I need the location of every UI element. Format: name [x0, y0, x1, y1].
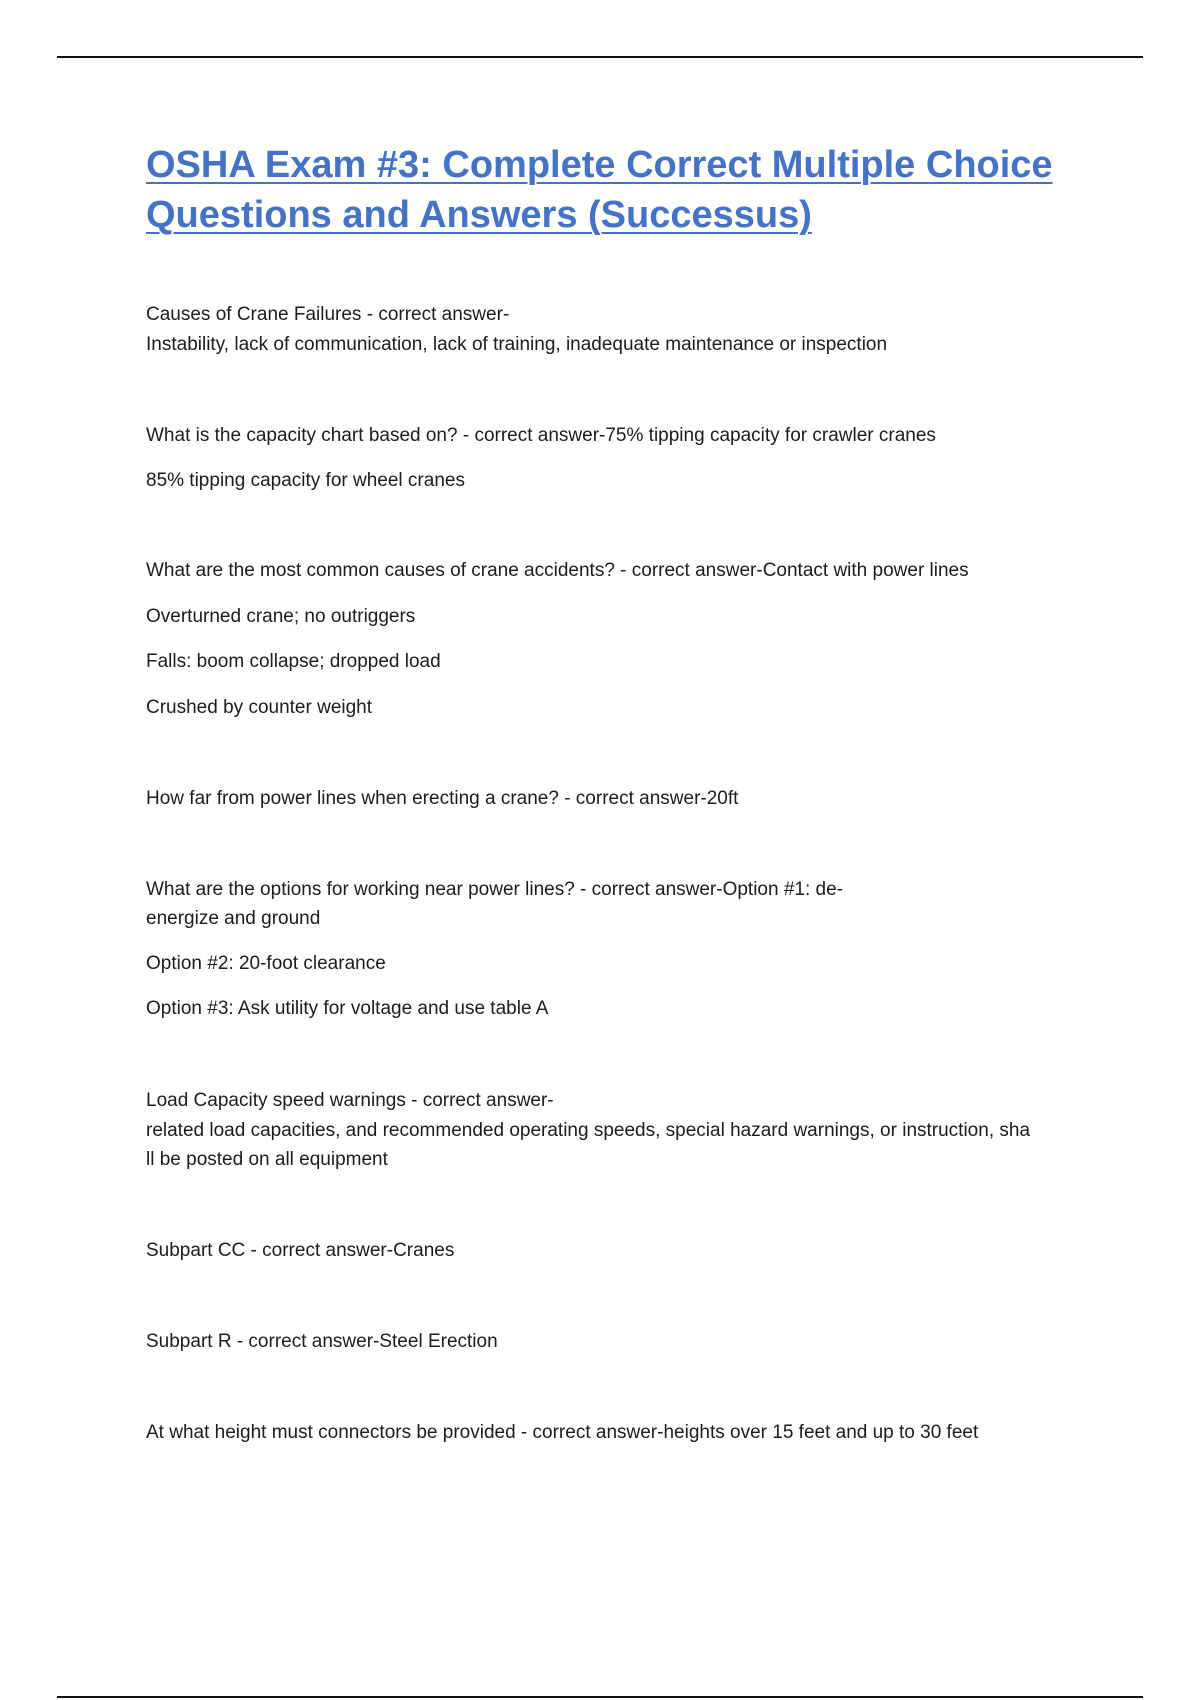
paragraph: How far from power lines when erecting a crane? - correct answer-20ft [146, 788, 739, 809]
paragraph: Option #3: Ask utility for voltage and use table A [146, 998, 549, 1019]
paragraph: Causes of Crane Failures - correct answer- [146, 304, 510, 325]
paragraph: related load capacities, and recommended operating speeds, special hazard warnings, or instruction, sha ll be posted on all equipment [146, 1120, 1031, 1170]
paragraph: Load Capacity speed warnings - correct answer- [146, 1090, 554, 1111]
document-title: OSHA Exam #3: Complete Correct Multiple Choice Questions and Answers (Successus) [146, 144, 1053, 236]
paragraph: Crushed by counter weight [146, 697, 373, 718]
paragraph: Option #2: 20-foot clearance [146, 953, 386, 974]
paragraph: Subpart R - correct answer-Steel Erection [146, 1331, 498, 1352]
paragraph: Falls: boom collapse; dropped load [146, 651, 441, 672]
paragraph: Subpart CC - correct answer-Cranes [146, 1240, 455, 1261]
paragraph: What are the options for working near power lines? - correct answer-Option #1: de- energize and ground [146, 879, 843, 929]
paragraph: 85% tipping capacity for wheel cranes [146, 470, 465, 491]
paragraph: Overturned crane; no outriggers [146, 606, 416, 627]
paragraph: What are the most common causes of crane accidents? - correct answer-Contact with power lines [146, 560, 969, 581]
footer-rule [57, 1696, 1143, 1698]
paragraph: What is the capacity chart based on? - correct answer-75% tipping capacity for crawler cranes [146, 425, 936, 446]
paragraph: Instability, lack of communication, lack of training, inadequate maintenance or inspection [146, 334, 888, 355]
header-rule [57, 56, 1143, 58]
paragraph: At what height must connectors be provided - correct answer-heights over 15 feet and up to 30 feet [146, 1422, 979, 1443]
